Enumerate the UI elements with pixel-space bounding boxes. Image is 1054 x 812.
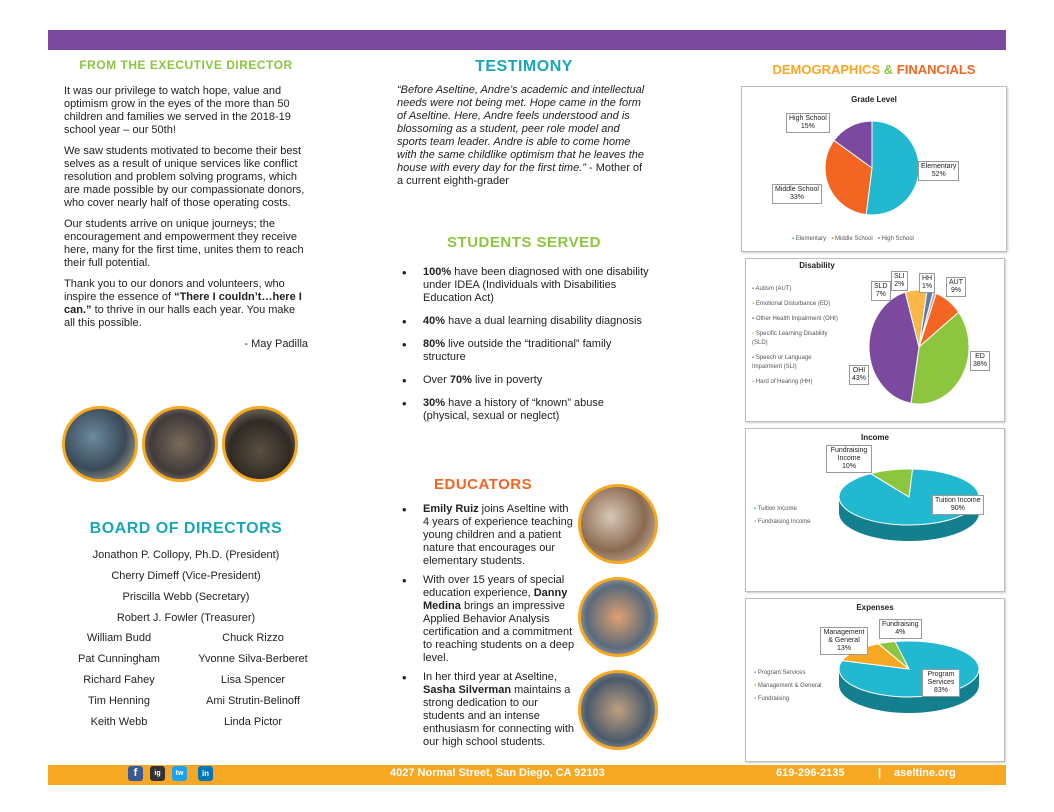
educator-photo-emily <box>578 484 658 564</box>
exec-para-4-c: to thrive in our halls each year. You make all this possible. <box>64 304 296 329</box>
facebook-icon[interactable]: f <box>128 766 143 781</box>
pie-slice-elementary <box>866 121 919 215</box>
educator-photo-danny <box>578 577 658 657</box>
educator-photo-sasha <box>578 670 658 750</box>
demographics-title: DEMOGRAPHICS <box>772 62 881 77</box>
board-title: BOARD OF DIRECTORS <box>89 520 283 537</box>
disability-chart <box>745 258 1005 422</box>
instagram-icon[interactable]: ig <box>150 766 165 781</box>
board-member: Pat Cunningham <box>78 653 160 665</box>
label-management: Management & General 13% <box>820 627 868 655</box>
grade-legend: ▪ Elementary ▪ Middle School ▪ High School <box>792 236 914 242</box>
disability-legend: ▪ Autism (AUT) ▪ Emotional Disturbance (ED) ▪ Other Health Impairment (OHI) ▪ Specific Learning Disability (SLD) ▪ Speech or Language Impairment (SLI) ▪ Hard of Hearing (HH) <box>752 286 838 385</box>
board-member: Tim Henning <box>88 695 150 707</box>
board-section <box>64 520 308 731</box>
label-fundraising-income: Fundraising Income 10% <box>826 445 872 473</box>
exec-para-2: We saw students motivated to become their best selves as a result of unique services like conflict resolution and problem solving programs, which are made possible by our compassionate donors, who cover nearly half of those operating costs. <box>64 145 305 209</box>
students-list <box>397 266 651 423</box>
expenses-legend: ▪ Program Services ▪ Management & General ▪ Fundraising <box>754 670 822 702</box>
board-member: Chuck Rizzo <box>222 632 284 644</box>
demographics-amp: & <box>883 62 894 77</box>
label-fundraising: Fundraising 4% <box>879 619 922 639</box>
label-sld: SLD 7% <box>871 281 891 301</box>
board-member: Yvonne Silva-Berberet <box>198 653 308 665</box>
footer-phone[interactable]: 619-296-2135 <box>776 767 845 779</box>
financials-title: FINANCIALS <box>896 62 976 77</box>
students-title: STUDENTS SERVED <box>447 234 601 251</box>
list-item: • 100% have been diagnosed with one disability under IDEA (Individuals with Disabilities Education Act) <box>397 266 651 305</box>
label-program-services: Program Services 83% <box>922 669 960 697</box>
educators-list <box>397 503 577 749</box>
linkedin-icon[interactable]: in <box>198 766 213 781</box>
exec-quote-bold: “There I couldn’t…here I can.” <box>64 291 302 316</box>
label-tuition-income: Tuition Income 90% <box>932 495 984 515</box>
footer-separator: | <box>878 767 882 779</box>
label-elementary: Elementary 52% <box>918 161 959 181</box>
exec-para-4 <box>64 278 308 330</box>
testimony-quote <box>397 84 651 188</box>
income-legend: ▪ Tuition Income ▪ Fundraising Income <box>754 506 811 525</box>
exec-signature: - May Padilla <box>244 338 308 350</box>
label-sli: SLI 2% <box>891 271 908 291</box>
chart-title: Expenses <box>856 603 894 612</box>
exec-para-3: Our students arrive on unique journeys; the encouragement and empowerment they receive here, many for the first time, unites them to reach their full potential. <box>64 218 304 269</box>
list-item: • In her third year at Aseltine, Sasha Silverman maintains a strong dedication to our students and an intense enthusiasm for connecting with our high school students. <box>397 671 577 749</box>
board-officer: Robert J. Fowler (Treasurer) <box>116 612 256 624</box>
label-ed: ED 38% <box>970 351 990 371</box>
testimony-section <box>397 58 651 196</box>
list-item: • 40% have a dual learning disability diagnosis <box>397 315 651 328</box>
exec-para-4-a: Thank you to our donors and volunteers, who inspire the essence of <box>64 278 285 303</box>
expenses-chart <box>745 598 1005 762</box>
label-ohi: OHI 43% <box>849 365 869 385</box>
student-photo-3 <box>222 406 298 482</box>
testimony-attribution: - Mother of a current eighth-grader <box>397 162 643 187</box>
exec-director-title: FROM THE EXECUTIVE DIRECTOR <box>79 58 293 72</box>
chart-title: Income <box>860 433 889 442</box>
chart-title: Disability <box>799 261 835 270</box>
demographics-heading <box>742 62 1006 77</box>
board-member: Keith Webb <box>90 716 148 728</box>
chart-title: Grade Level <box>851 95 897 104</box>
student-photo-1 <box>62 406 138 482</box>
label-hh: HH 1% <box>919 273 935 293</box>
footer-address: 4027 Normal Street, San Diego, CA 92103 <box>390 767 605 779</box>
twitter-icon[interactable]: tw <box>172 766 187 781</box>
list-item: • 30% have a history of “known” abuse (physical, sexual or neglect) <box>397 397 651 423</box>
grade-pie <box>742 87 1006 251</box>
board-member: Richard Fahey <box>83 674 155 686</box>
label-high-school: High School 15% <box>786 113 830 133</box>
testimony-quote-text: “Before Aseltine, Andre’s academic and intellectual needs were not being met. Hope came in the form of Aseltine. Here, Andre feels understood and is blossoming as a student, peer role model and sports team leader. Andre is able to come home with the same childlike optimism that he leaves the house with every day for the first time.” <box>397 84 645 174</box>
exec-para-1: It was our privilege to watch hope, value and optimism grow in the eyes of the more than 50 children and families we served in the 2018-19 school year – our 50th! <box>64 85 291 136</box>
board-member: Lisa Spencer <box>220 674 286 686</box>
exec-director-section <box>64 58 308 359</box>
list-item: • Over 70% live in poverty <box>397 374 651 387</box>
educators-title: EDUCATORS <box>434 476 533 493</box>
label-middle-school: Middle School 33% <box>772 184 822 204</box>
grade-level-chart <box>741 86 1007 252</box>
label-aut: AUT 9% <box>946 277 966 297</box>
board-member: Ami Strutin-Belinoff <box>206 695 300 707</box>
top-color-bar <box>48 30 1006 50</box>
board-member: Linda Pictor <box>223 716 283 728</box>
board-officer: Cherry Dimeff (Vice-President) <box>111 570 261 582</box>
list-item: • With over 15 years of special education experience, Danny Medina brings an impressive Applied Behavior Analysis certification and a commitment to reaching students on a deep level. <box>397 574 577 665</box>
board-officer: Jonathon P. Collopy, Ph.D. (President) <box>92 549 280 561</box>
footer-website[interactable]: aseltine.org <box>894 767 956 779</box>
testimony-title: TESTIMONY <box>475 58 573 75</box>
student-photo-2 <box>142 406 218 482</box>
income-chart <box>745 428 1005 592</box>
board-officer: Priscilla Webb (Secretary) <box>122 591 250 603</box>
list-item: • 80% live outside the “traditional” family structure <box>397 338 651 364</box>
students-section <box>397 234 651 433</box>
board-member: William Budd <box>86 632 152 644</box>
list-item: • Emily Ruiz joins Aseltine with 4 years of experience teaching young children and a patient nature that encourages our elementary students. <box>397 503 577 568</box>
